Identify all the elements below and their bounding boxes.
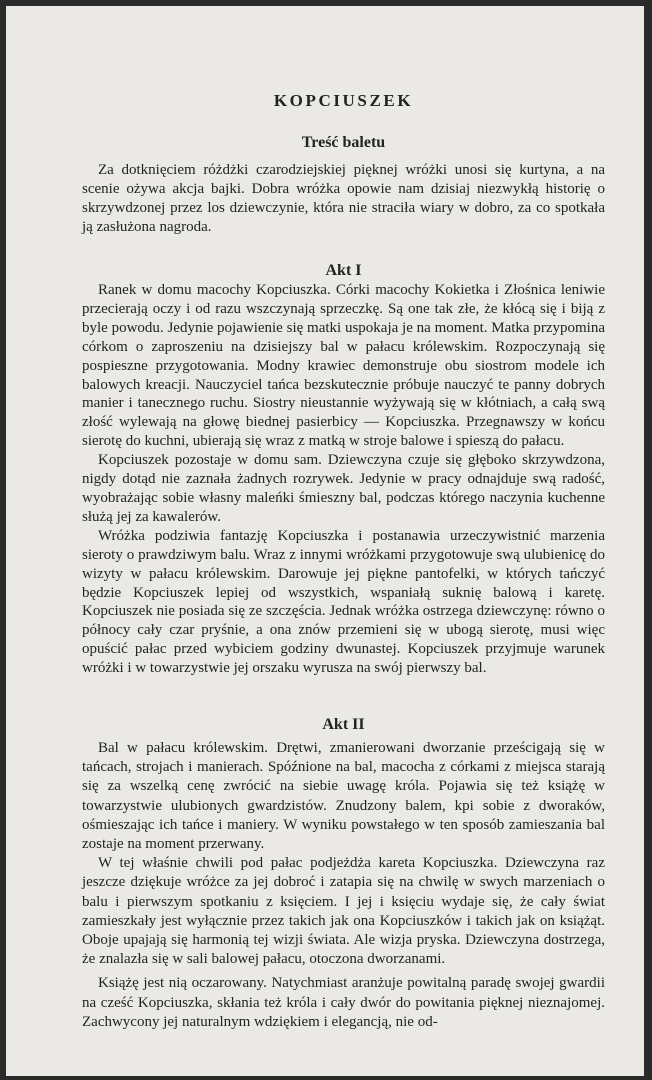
- act1-section: [82, 281, 605, 678]
- act1-paragraph: Kopciuszek pozostaje w domu sam. Dziewczyna czuje się głęboko skrzywdzona, nigdy dotąd nie zaznała żadnych rozrywek. Jedynie w pracy odnajduje swą radość, wyobrażając sobie własny maleńki śmieszny bal, podczas którego naczynia kuchenne służą jej za kawalerów.: [82, 452, 605, 525]
- act1-paragraph: Wróżka podziwia fantazję Kopciuszka i postanawia urzeczywistnić marzenia sieroty o prawdziwym balu. Wraz z innymi wróżkami przygotowuje swą ulubienicę do wizyty w pałacu królewskim. Darowuje jej piękne pantofelki, w których tańczyć będzie Kopciuszek lepiej od wszystkich, wspaniałą suknię balową i karetę. Kopciuszek nie posiada się ze szczęścia. Jednak wróżka ostrzega dziewczynę: równo o północy cały czar pryśnie, a ona znów przemieni się w ubogą sierotę, musi więc opuścić pałac przed wybiciem godziny dwunastej. Kopciuszek przyjmuje warunek wróżki i w towarzystwie jej orszaku wyrusza na swój pierwszy bal.: [82, 527, 605, 677]
- act2-section: [82, 739, 605, 1032]
- intro-section: [82, 161, 605, 237]
- act1-paragraph: Ranek w domu macochy Kopciuszka. Córki macochy Kokietka i Złośnica leniwie przecierają oczy i od razu wszczynają sprzeczkę. Są one tak złe, że kłócą się i biją z byle powodu. Jedynie pojawienie się matki uspokaja je na moment. Matka przypomina córkom o zaproszeniu na dzisiejszy bal w pałacu królewskim. Rozpoczynają się pospieszne przygotowania. Modny krawiec demonstruje obu siostrom modele ich balowych kreacji. Nauczyciel tańca bezskutecznie próbuje nauczyć te panny dobrych manier i tanecznego ruchu. Siostry nieustannie wyżywają się w kłótniach, a całą swą złość wylewają na głowę biednej pasierbicy — Kopciuszka. Przegnawszy w końcu sierotę do kuchni, ubierają się wraz z matką w stroje balowe i spieszą do pałacu.: [82, 282, 605, 450]
- intro-paragraph: Za dotknięciem różdżki czarodziejskiej pięknej wróżki unosi się kurtyna, a na scenie ożywa akcja bajki. Dobra wróżka opowie nam dzisiaj niezwykłą historię o skrzywdzonej przez los dziewczynie, która nie straciła wiary w dobro, za co spotkała ją zasłużona nagroda.: [82, 162, 605, 235]
- document-page: [6, 6, 644, 1076]
- act2-paragraph: Bal w pałacu królewskim. Drętwi, zmanierowani dworzanie prześcigają się w tańcach, strojach i manierach. Spóźnione na bal, macocha z córkami z miejsca starają się za wszelką cenę zwrócić na siebie uwagę króla. Pojawia się też książę w towarzystwie ulubionych gwardzistów. Znudzony balem, kpi sobie z dworaków, ośmieszając ich tańce i maniery. W wyniku powstałego w ten sposób zamieszania bal zostaje na moment przerwany.: [82, 740, 605, 853]
- document-title: KOPCIUSZEK: [273, 91, 414, 110]
- act2-paragraph: Książę jest nią oczarowany. Natychmiast aranżuje powitalną paradę swojej gwardii na cześć Kopciuszka, skłania też króla i cały dwór do powitania pięknej nieznajomej. Zachwycony jej naturalnym wdziękiem i elegancją, nie od-: [82, 975, 605, 1030]
- document-subtitle: Treść baletu: [301, 134, 386, 151]
- act2-heading: Akt II: [322, 716, 365, 733]
- act2-paragraph: W tej właśnie chwili pod pałac podjeżdża kareta Kopciuszka. Dziewczyna raz jeszcze dziękuje wróżce za jej dobroć i zatapia się na chwilę w swych marzeniach o balu i pierwszym spotkaniu z księciem. I jej i księciu wydaje się, że cały świat zamieszkały jest wyłącznie przez takich jak ona Kopciuszków i takich jak on książąt. Oboje upajają się harmonią tej wizji świata. Ale wizja pryska. Dziewczyna dostrzega, że znalazła się w sali balowej pałacu, otoczona dworzanami.: [82, 855, 605, 968]
- act1-heading: Akt I: [325, 262, 362, 279]
